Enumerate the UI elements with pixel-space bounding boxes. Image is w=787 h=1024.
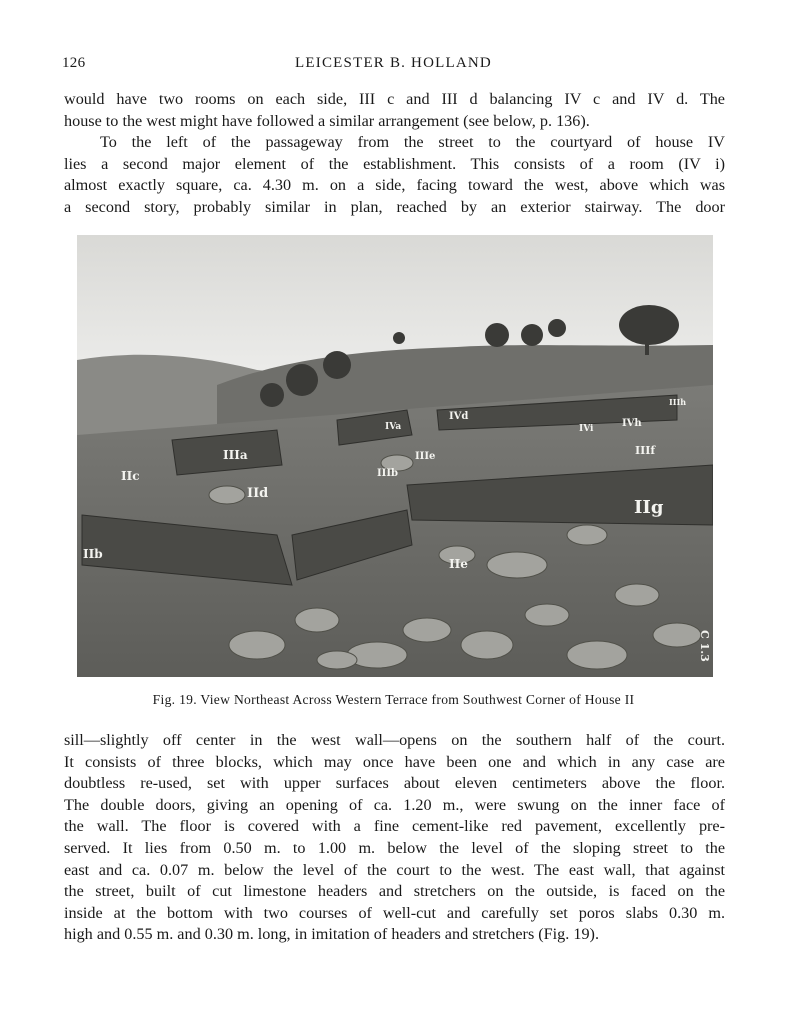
- body-text-bottom: [64, 730, 725, 946]
- label-IVd: IVd: [449, 411, 469, 422]
- label-IIc: IIc: [121, 469, 140, 483]
- text-line: lies a second major element of the establishment. This consists of a room (IV i): [64, 154, 725, 173]
- page-number: 126: [62, 55, 86, 71]
- label-IIIa: IIIa: [223, 448, 248, 462]
- label-IIIe: IIIe: [415, 451, 436, 462]
- label-IVa: IVa: [385, 422, 402, 432]
- text-line: the wall. The floor is covered with a fine cement-like red pavement, excellently pre-: [64, 817, 725, 836]
- text-line: The double doors, giving an opening of ca. 1.20 m., were swung on the inner face of: [64, 795, 725, 814]
- text-line: almost exactly square, ca. 4.30 m. on a side, facing toward the west, above which was: [64, 176, 725, 195]
- text-line: To the left of the passageway from the street to the courtyard of house IV: [100, 133, 725, 152]
- text-line: would have two rooms on each side, III c and III d balancing IV c and IV d. The: [64, 90, 725, 108]
- text-line: a second story, probably similar in plan, reached by an exterior stairway. The door: [64, 197, 725, 216]
- figure-caption: Fig. 19. View Northeast Across Western Terrace from Southwest Corner of House II: [152, 692, 635, 707]
- text-line: inside at the bottom with two courses of well-cut and carefully set poros slabs 0.30 m.: [64, 903, 725, 922]
- label-IId: IId: [247, 486, 269, 501]
- text-line: east and ca. 0.07 m. below the level of the court to the west. The east wall, that against: [64, 860, 725, 879]
- label-IVi: IVi: [579, 424, 594, 434]
- label-IIg: IIg: [634, 497, 664, 518]
- label-IIIh: IIIh: [669, 397, 687, 407]
- text-line: It consists of three blocks, which may once have been one and which in any case are: [64, 752, 725, 771]
- label-IIIf: IIIf: [635, 444, 656, 457]
- text-line: sill—slightly off center in the west wall—opens on the southern half of the court.: [64, 731, 725, 749]
- label-IIe: IIe: [449, 557, 468, 571]
- text-line: house to the west might have followed a similar arrangement (see below, p. 136).: [64, 111, 590, 130]
- text-line: doubtless re-used, set with upper surfaces about eleven centimeters above the floor.: [64, 774, 725, 793]
- body-text-top: [64, 89, 725, 219]
- text-line: served. It lies from 0.50 m. to 1.00 m. below the level of the sloping street to the: [64, 838, 725, 857]
- label-IIIb: IIIb: [377, 468, 399, 479]
- label-edge-mark: C 1.3: [698, 630, 711, 662]
- label-IIb: IIb: [83, 547, 103, 561]
- running-head: LEICESTER B. HOLLAND: [295, 55, 492, 71]
- text-line: high and 0.55 m. and 0.30 m. long, in imitation of headers and stretchers (Fig. 19).: [64, 925, 599, 944]
- figure-photograph: [77, 235, 713, 677]
- label-IVh: IVh: [622, 418, 642, 429]
- text-line: the street, built of cut limestone headers and stretchers on the outside, is faced on the: [64, 882, 725, 901]
